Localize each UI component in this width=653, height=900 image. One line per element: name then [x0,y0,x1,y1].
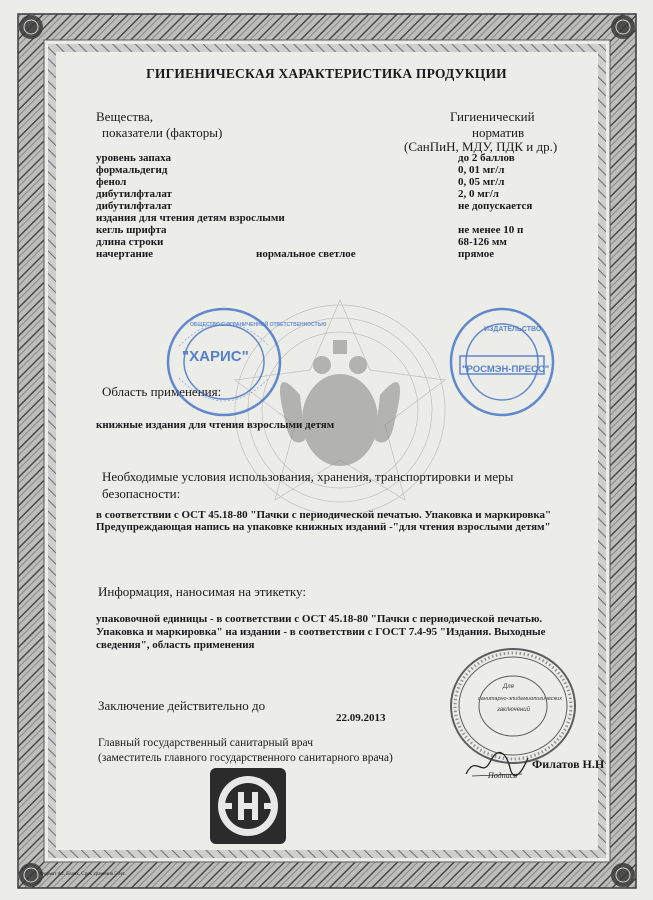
row-value: 0, 05 мг/л [458,176,505,188]
footer-note: Формат А4. Бланк. Срок хранения 5 лет. [40,872,126,877]
scope-label: Область применения: [102,384,222,399]
row-value: не менее 10 п [458,224,524,236]
haris-stamp-ring-text: ОБЩЕСТВО С ОГРАНИЧЕННОЙ ОТВЕТСТВЕННОСТЬЮ [190,322,327,328]
label-info-value-3: сведения", область применения [96,639,255,651]
row-name: длина строки [96,236,164,248]
row-name: дибутилфталат [96,200,172,212]
header-substances: Вещества, [96,109,153,124]
row-mid-value: нормальное светлое [256,248,356,260]
rosmen-stamp-icon [448,306,556,418]
signer-title: Главный государственный санитарный врач [98,737,313,749]
scope-value: книжные издания для чтения взрослыми детям [96,419,335,431]
conditions-value: в соответствии с ОСТ 45.18-80 "Пачки с периодической печатью. Упаковка и маркировка" [96,509,552,521]
conditions-label: Необходимые условия использования, хранения, транспортировки и меры [102,469,514,484]
certification-seal-icon [208,766,288,846]
official-stamp-text-3: заключений [497,707,530,713]
signer-name: Филатов Н.Н [532,757,605,771]
label-info-value: упаковочной единицы - в соответствии с ОСТ 45.18-80 "Пачки с периодической печатью. [96,613,543,625]
header-factors: показатели (факторы) [102,125,223,140]
row-name: уровень запаха [96,152,172,164]
row-value: 0, 01 мг/л [458,164,505,176]
official-round-stamp-icon [448,646,578,766]
official-stamp-text-1: Для [503,684,514,690]
official-stamp-text-2: санитарно-эпидемиологических [478,696,562,702]
row-name: формальдегид [96,164,168,176]
haris-stamp-label: "ХАРИС" [182,348,249,365]
label-info-label: Информация, наносимая на этикетку: [98,584,306,599]
row-value: прямое [458,248,495,260]
row-name: дибутилфталат [96,188,172,200]
header-norm: норматив [472,125,525,140]
signature-label: Подпись [488,771,517,780]
validity-date: 22.09.2013 [336,712,386,724]
conditions-value-2: Предупреждающая напись на упаковке книжных изданий -"для чтения взрослыми детям" [96,521,551,533]
row-value: 2, 0 мг/л [458,188,499,200]
conditions-label-2: безопасности: [102,486,181,501]
row-name: издания для чтения детям взрослыми [96,212,285,224]
row-name: начертание [96,248,154,260]
header-norm-docs: (СанПиН, МДУ, ПДК и др.) [404,139,558,154]
signer-title-2: (заместитель главного государственного санитарного врача) [98,752,393,764]
header-hygienic: Гигиенический [450,109,535,124]
document-title: ГИГИЕНИЧЕСКАЯ ХАРАКТЕРИСТИКА ПРОДУКЦИИ [146,66,507,81]
row-value: 68-126 мм [458,236,507,248]
rosmen-stamp-ring-text: ИЗДАТЕЛЬСТВО [484,326,542,333]
row-value: до 2 баллов [458,152,515,164]
validity-label: Заключение действительно до [98,698,266,713]
row-name: кегль шрифта [96,224,167,236]
label-info-value-2: Упаковка и маркировка" на издании - в соответствии с ГОСТ 7.4-95 "Издания. Выходные [96,626,546,638]
row-name: фенол [96,176,127,188]
row-value: не допускается [458,200,533,212]
rosmen-stamp-label: "РОСМЭН-ПРЕСС" [462,364,550,375]
